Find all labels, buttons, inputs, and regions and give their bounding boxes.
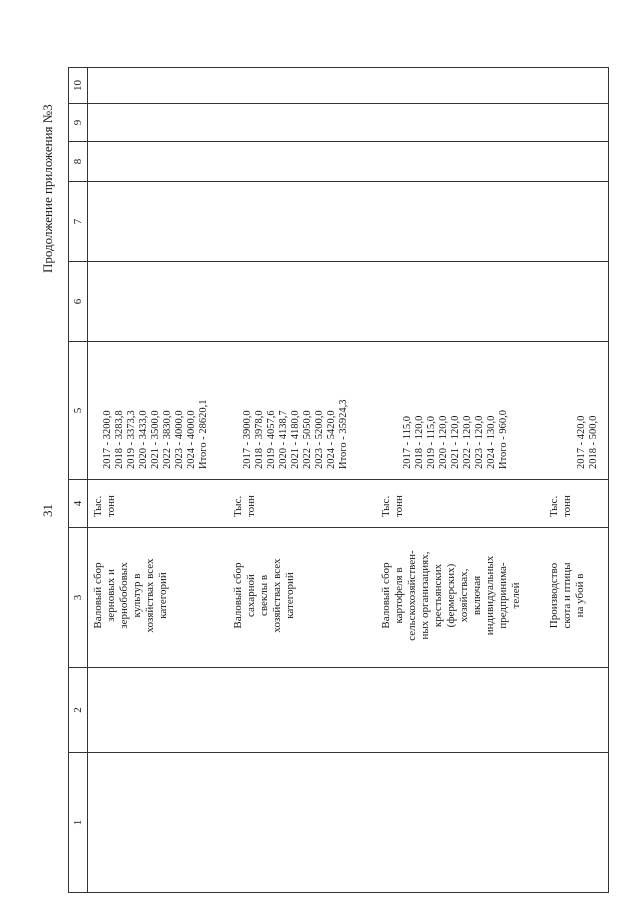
indicator-line: индивидуальных: [484, 555, 496, 636]
column-header: 3: [69, 528, 88, 668]
unit-line: Тыс.: [380, 495, 392, 517]
header-row: [69, 68, 88, 893]
indicator-line: ных организациях,: [419, 551, 431, 640]
column-header: 7: [69, 182, 88, 262]
value-line: 2021 - 4180,0: [290, 410, 301, 469]
unit-line: тонн: [393, 495, 405, 517]
indicator-line: (фермерских): [445, 563, 457, 628]
value-line: 2021 - 120,0: [450, 415, 461, 469]
indicator-line: сельскохозяйствен-: [406, 550, 418, 641]
value-line: 2017 - 3200,0: [102, 410, 113, 469]
indicator-line: хозяйствах всех: [271, 558, 283, 633]
col10-cell: [88, 68, 609, 104]
unit-line: тонн: [245, 495, 257, 517]
table-row: [88, 68, 609, 893]
values-cell: [88, 342, 609, 480]
indicator-line: предпринима-: [497, 562, 509, 629]
value-line: 2023 - 5200,0: [314, 410, 325, 469]
unit-line: Тыс.: [548, 495, 560, 517]
unit-cell: [88, 480, 609, 528]
value-line: 2024 - 130,0: [486, 415, 497, 469]
value-line: 2022 - 5050,0: [302, 410, 313, 469]
value-line: 2019 - 3373,3: [126, 410, 137, 469]
indicator-cell: [88, 528, 609, 668]
column-header: 4: [69, 480, 88, 528]
value-line: 2018 - 3283,8: [114, 410, 125, 469]
unit-block: [92, 480, 232, 523]
appendix-table: [68, 67, 609, 893]
indicator-line: включая: [471, 575, 483, 616]
value-line: 2023 - 4000,0: [174, 410, 185, 469]
value-line: 2018 - 500,0: [588, 415, 599, 469]
indicator-line: хозяйствах всех: [144, 558, 156, 633]
unit-block: [232, 480, 380, 523]
indicator-line: Валовый сбор: [92, 562, 104, 629]
indicator-line: Валовый сбор: [380, 562, 392, 629]
unit-line: тонн: [561, 495, 573, 517]
indicator-line: сахарной: [245, 574, 257, 617]
value-line: 2019 - 4057,6: [266, 410, 277, 469]
value-line: 2020 - 3433,0: [138, 410, 149, 469]
column-header: 9: [69, 104, 88, 142]
value-line: 2024 - 5420,0: [326, 410, 337, 469]
values-block: [380, 342, 548, 475]
value-line: 2021 - 3500,0: [150, 410, 161, 469]
indicator-line: Валовый сбор: [232, 562, 244, 629]
value-line: 2024 - 4000,0: [186, 410, 197, 469]
unit-block: [380, 480, 548, 523]
indicator-line: телей: [510, 582, 522, 609]
value-line: Итого - 960,0: [498, 410, 509, 469]
value-line: 2018 - 3978,0: [254, 410, 265, 469]
indicator-block: [232, 528, 380, 663]
values-block: [548, 342, 608, 475]
value-line: 2020 - 4138,7: [278, 410, 289, 469]
col7-cell: [88, 182, 609, 262]
col6-cell: [88, 262, 609, 342]
column-header: 10: [69, 68, 88, 104]
unit-block: [548, 480, 608, 523]
value-line: 2023 - 120,0: [474, 415, 485, 469]
column-header: 1: [69, 753, 88, 893]
unit-line: Тыс.: [232, 495, 244, 517]
value-line: Итого - 28620,1: [198, 399, 209, 469]
value-line: 2017 - 3900,0: [242, 410, 253, 469]
indicator-line: свеклы в: [258, 574, 270, 617]
indicator-block: [548, 528, 608, 663]
indicator-line: картофеля в: [393, 567, 405, 624]
unit-line: Тыс.: [92, 495, 104, 517]
value-line: 2017 - 115,0: [402, 416, 413, 469]
value-line: Итого - 35924,3: [338, 399, 349, 469]
indicator-line: зерновых и: [105, 569, 117, 622]
indicator-line: культур в: [131, 573, 143, 618]
page-number: 31: [40, 504, 55, 517]
col1-cell: [88, 753, 609, 893]
unit-line: тонн: [105, 495, 117, 517]
indicator-line: хозяйствах,: [458, 568, 470, 623]
value-line: 2019 - 115,0: [426, 416, 437, 469]
value-line: 2018 - 120,0: [414, 415, 425, 469]
value-line: 2022 - 120,0: [462, 415, 473, 469]
indicator-block: [92, 528, 232, 663]
col9-cell: [88, 104, 609, 142]
values-block: [92, 342, 232, 475]
column-header: 6: [69, 262, 88, 342]
indicator-line: на убой в: [574, 573, 586, 618]
col8-cell: [88, 142, 609, 182]
col2-cell: [88, 668, 609, 753]
values-block: [232, 342, 380, 475]
column-header: 5: [69, 342, 88, 480]
appendix-title: Продолжение приложения №3: [40, 104, 55, 273]
indicator-line: скота и птицы: [561, 562, 573, 629]
indicator-line: зернобобовых: [118, 562, 130, 629]
value-line: 2020 - 120,0: [438, 415, 449, 469]
column-header: 8: [69, 142, 88, 182]
indicator-block: [380, 528, 548, 663]
value-line: 2022 - 3830,0: [162, 410, 173, 469]
value-line: 2017 - 420,0: [576, 415, 587, 469]
indicator-line: категорий: [157, 572, 169, 619]
indicator-line: категорий: [284, 572, 296, 619]
indicator-line: крестьянских: [432, 563, 444, 628]
indicator-line: Производство: [548, 562, 560, 629]
column-header: 2: [69, 668, 88, 753]
